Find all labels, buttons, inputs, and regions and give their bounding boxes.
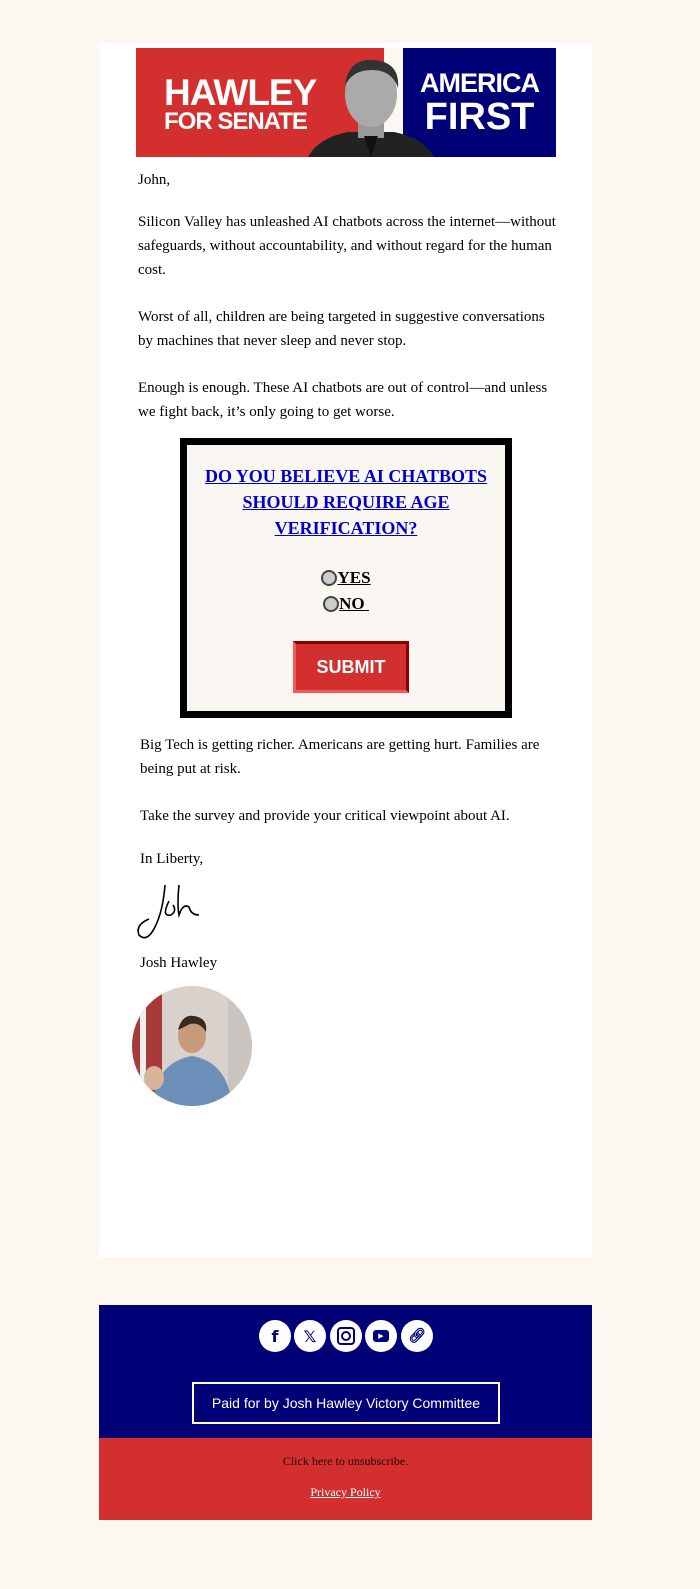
option-yes[interactable] bbox=[321, 565, 370, 591]
poll-question[interactable]: DO YOU BELIEVE AI CHATBOTS SHOULD REQUIRE AGE VERIFICATION? bbox=[204, 466, 488, 538]
banner-america: AMERICA bbox=[420, 68, 539, 98]
footer-links-section bbox=[99, 1438, 592, 1520]
option-yes-label: YES bbox=[337, 568, 371, 587]
paragraph-4: Big Tech is getting richer. Americans are getting hurt. Families are being put at risk. bbox=[140, 737, 540, 777]
header-banner bbox=[136, 48, 556, 157]
poll-options bbox=[187, 565, 505, 617]
signature-image bbox=[135, 881, 201, 941]
instagram-icon[interactable] bbox=[330, 1320, 362, 1352]
privacy-policy-link[interactable]: Privacy Policy bbox=[310, 1485, 381, 1499]
option-no-label: NO bbox=[339, 594, 365, 613]
banner-subtitle: FOR SENATE bbox=[164, 108, 307, 135]
youtube-icon[interactable]: ▶ bbox=[365, 1320, 397, 1352]
candidate-portrait bbox=[308, 56, 434, 157]
paragraph-3: Enough is enough. These AI chatbots are out of control—and unless we fight back, it’s only going to get worse. bbox=[138, 380, 548, 420]
poll-box bbox=[180, 438, 512, 718]
closing: In Liberty, bbox=[140, 851, 204, 867]
signature-name: Josh Hawley bbox=[140, 955, 218, 971]
paragraph-1: Silicon Valley has unleashed AI chatbots across the internet—without safeguards, without accountability, and without regard for the human cost. bbox=[138, 214, 556, 278]
radio-icon[interactable] bbox=[323, 596, 339, 612]
x-icon[interactable]: 𝕏 bbox=[294, 1320, 326, 1352]
email-card bbox=[99, 43, 592, 1257]
paragraph-2: Worst of all, children are being targeted in suggestive conversations by machines that never sleep and never stop. bbox=[138, 309, 545, 349]
footer-social-section bbox=[99, 1305, 592, 1438]
facebook-icon[interactable]: f bbox=[259, 1320, 291, 1352]
candidate-photo bbox=[132, 986, 252, 1106]
paragraph-5: Take the survey and provide your critical viewpoint about AI. bbox=[140, 808, 510, 824]
radio-icon[interactable] bbox=[321, 570, 337, 586]
link-icon[interactable]: 🔗︎ bbox=[401, 1320, 433, 1352]
unsubscribe-link[interactable]: Click here to unsubscribe. bbox=[282, 1454, 409, 1468]
paid-for-disclaimer: Paid for by Josh Hawley Victory Committee bbox=[192, 1382, 500, 1424]
greeting: John, bbox=[138, 172, 171, 188]
option-no[interactable] bbox=[323, 591, 369, 617]
banner-first: FIRST bbox=[424, 96, 535, 138]
submit-button[interactable]: SUBMIT bbox=[293, 641, 409, 693]
banner-title: HAWLEY bbox=[164, 72, 317, 113]
